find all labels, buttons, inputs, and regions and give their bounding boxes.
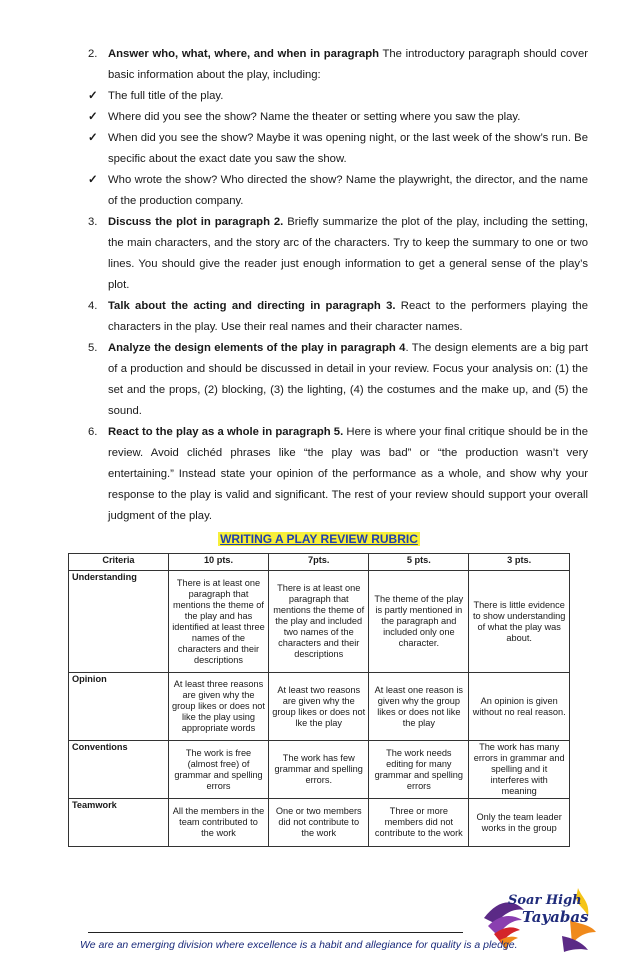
table-cell: Three or more members did not contribute to the work (369, 799, 469, 847)
check-item: ✓ When did you see the show? Maybe it was opening night, or the last week of the show’s run. Be specific about the exact date you saw the show. (88, 128, 588, 170)
criteria-cell: Teamwork (69, 799, 169, 847)
column-header: 3 pts. (469, 554, 570, 571)
table-cell: The work is free (almost free) of grammar and spelling errors (168, 741, 268, 799)
list-item: 2. Answer who, what, where, and when in paragraph The introductory paragraph should cover basic information about the play, including: (88, 48, 588, 81)
table-cell: An opinion is given without no real reason. (469, 673, 570, 741)
table-cell: The theme of the play is partly mentioned in the paragraph and included only one character. (369, 571, 469, 673)
list-item: 5. Analyze the design elements of the play in paragraph 4. The design elements are a big part of a production and should be discussed in detail in your review. Focus your analysis on: (1) the set and the props, (2) blocking, (3) the lighting, (4) the costumes and the make up, and (5) the sound. (88, 342, 588, 417)
checkmark-icon: ✓ (88, 174, 98, 186)
table-row (69, 571, 570, 673)
rubric-table (68, 553, 570, 847)
column-header: Criteria (69, 554, 169, 571)
table-cell: There is little evidence to show understanding of what the play was about. (469, 571, 570, 673)
instructions-list (88, 44, 588, 527)
footer-text: We are an emerging division where excellence is a habit and allegiance for quality is a pledge. (80, 939, 518, 951)
list-item: 4. Talk about the acting and directing in paragraph 3. React to the performers playing the characters in the play. Use their real names and their character names. (88, 300, 588, 333)
table-cell: At least three reasons are given why the group likes or does not like the play using appropriate words (168, 673, 268, 741)
table-row (69, 799, 570, 847)
table-cell: One or two members did not contribute to the work (269, 799, 369, 847)
table-cell: Only the team leader works in the group (469, 799, 570, 847)
rubric-title: WRITING A PLAY REVIEW RUBRIC (220, 532, 418, 546)
table-cell: At least one reason is given why the group likes or does not like the play (369, 673, 469, 741)
column-header: 7pts. (269, 554, 369, 571)
logo-text-line2: Tayabas (522, 908, 589, 926)
table-cell: The work has few grammar and spelling errors. (269, 741, 369, 799)
column-header: 5 pts. (369, 554, 469, 571)
table-cell: The work needs editing for many grammar and spelling errors (369, 741, 469, 799)
check-item: ✓ Where did you see the show? Name the theater or setting where you saw the play. (88, 107, 588, 128)
footer-divider (88, 932, 463, 933)
checkmark-icon: ✓ (88, 132, 98, 144)
table-row (69, 673, 570, 741)
check-item: ✓ Who wrote the show? Who directed the show? Name the playwright, the director, and the name of the production company. (88, 170, 588, 212)
checkmark-icon: ✓ (88, 90, 98, 102)
table-header-row (69, 554, 570, 571)
table-cell: There is at least one paragraph that mentions the theme of the play and included two names of the characters and their descriptions (269, 571, 369, 673)
criteria-cell: Opinion (69, 673, 169, 741)
table-row (69, 741, 570, 799)
check-item: ✓ The full title of the play. (88, 86, 588, 107)
criteria-cell: Understanding (69, 571, 169, 673)
table-cell: The work has many errors in grammar and spelling and it interferes with meaning (469, 741, 570, 799)
column-header: 10 pts. (168, 554, 268, 571)
logo-text-line1: Soar High (508, 893, 582, 908)
list-item: 6. React to the play as a whole in paragraph 5. Here is where your final critique should be in the review. Avoid clichéd phrases like “the play was bad” or “the production wasn’t very entertaining.” Instead state your opinion of the performance as a whole, and show why your response to the play is valid and significant. The rest of your review should support your overall judgment of the play. (88, 426, 588, 522)
table-cell: At least two reasons are given why the group likes or does not lke the play (269, 673, 369, 741)
table-cell: There is at least one paragraph that mentions the theme of the play and has identified at least three names of the characters and their descriptions (168, 571, 268, 673)
checkmark-icon: ✓ (88, 111, 98, 123)
table-cell: All the members in the team contributed to the work (168, 799, 268, 847)
criteria-cell: Conventions (69, 741, 169, 799)
list-item: 3. Discuss the plot in paragraph 2. Briefly summarize the plot of the play, including the setting, the main characters, and the story arc of the characters. Try to keep the summary to one or two lines. You should give the reader just enough information to get a general sense of the play’s plot. (88, 216, 589, 291)
